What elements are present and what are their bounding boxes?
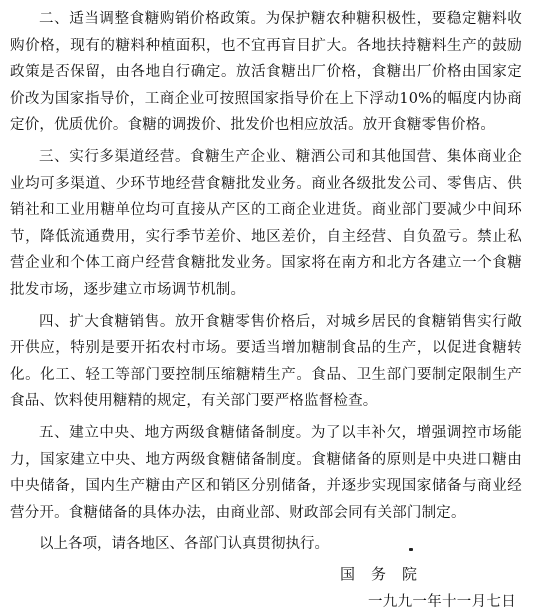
issuer-signature: 国务院 bbox=[340, 565, 434, 583]
closing-statement: 以上各项，请各地区、各部门认真贯彻执行。 bbox=[39, 536, 329, 553]
paragraph-two: 二、适当调整食糖购销价格政策。为保护糖农种糖积极性，要稳定糖料收购价格，现有的糖料种植面积，也不宜再盲目扩大。各地扶持糖料生产的鼓励政策是否保留，由各地自行确定。放活食糖出厂价格，食糖出厂价格由国家定价改为国家指导价，工商企业可按照国家指导价在上下浮动10%的幅度内协商定价，优质优价。食糖的调拨价、批发价也相应放活。放开食糖零售价格。 bbox=[10, 11, 522, 134]
issue-date: 一九九一年十一月七日 bbox=[368, 594, 516, 610]
paragraph-four: 四、扩大食糖销售。放开食糖零售价格后，对城乡居民的食糖销售实行敞开供应，特别是要开拓农村市场。要适当增加糖制食品的生产，以促进食糖转化。化工、轻工等部门要控制压缩糖精生产。食品、卫生部门要制定限制生产食品、饮料使用糖精的规定，有关部门要严格监督检查。 bbox=[10, 313, 522, 410]
paragraph-five: 五、建立中央、地方两级食糖储备制度。为了以丰补欠，增强调控市场能力，国家建立中央、地方两级食糖储备制度。食糖储备的原则是中央进口糖由中央储备，国内生产糖由产区和销区分别储备，并逐步实现国家储备与商业经营分开。食糖储备的具体办法，由商业部、财政部会同有关部门制定。 bbox=[10, 424, 522, 521]
ink-speck bbox=[409, 548, 413, 551]
paragraph-three: 三、实行多渠道经营。食糖生产企业、糖酒公司和其他国营、集体商业企业均可多渠道、少环节地经营食糖批发业务。商业各级批发公司、零售店、供销社和工业用糖单位均可直接从产区的工商企业进货。商业部门要减少中间环节，降低流通费用，实行季节差价、地区差价，自主经营、自负盈亏。禁止私营企业和个体工商户经营食糖批发业务。国家将在南方和北方各建立一个食糖批发市场，逐步建立市场调节机制。 bbox=[10, 148, 522, 298]
